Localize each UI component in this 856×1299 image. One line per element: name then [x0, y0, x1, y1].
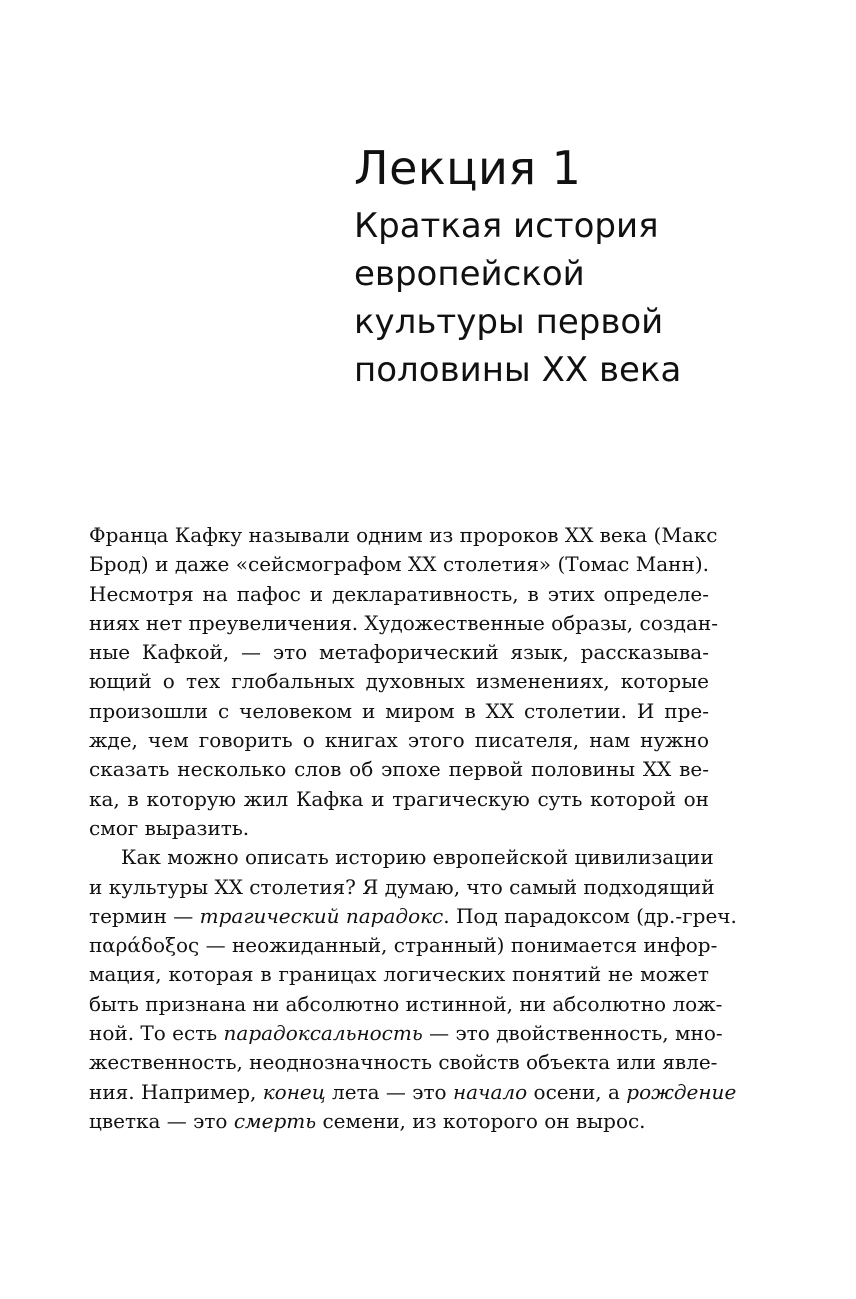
lecture-title-line: половины XX века [354, 350, 682, 390]
text-line [89, 521, 718, 550]
text-run: ные Кафкой, — это метафорический язык, рассказыва- [89, 640, 709, 665]
text-line [89, 726, 709, 755]
italic-term: конец [262, 1079, 326, 1104]
text-line [89, 990, 723, 1019]
text-run: Франца Кафку называли одним из пророков XX века (Макс [89, 523, 718, 547]
text-run: цветка — это [89, 1108, 234, 1133]
lecture-number: Лекция 1 [354, 141, 582, 195]
text-line [89, 667, 709, 696]
chapter-heading [354, 138, 824, 394]
text-line [89, 697, 709, 726]
text-run: жественность, неоднозначность свойств объекта или явле- [89, 1050, 718, 1075]
italic-term: смерть [233, 1108, 317, 1133]
text-line [89, 1107, 709, 1136]
text-line [89, 843, 714, 872]
text-run: Как можно описать историю европейской цивилизации [121, 845, 714, 870]
body-text [89, 521, 737, 1136]
text-line [89, 1019, 723, 1048]
text-line [89, 785, 709, 814]
lecture-title-line: Краткая история [354, 206, 659, 246]
text-run: жде, чем говорить о книгах этого писателя, нам нужно [89, 728, 709, 753]
lecture-title-line: культуры первой [354, 302, 664, 342]
text-line [89, 814, 709, 843]
text-run: ния. Например, [89, 1079, 263, 1104]
text-run: Несмотря на пафос и декларативность, в этих определе- [89, 581, 709, 606]
lecture-title [354, 202, 824, 394]
text-run: Брод) и даже «сейсмографом XX столетия» (Томас Манн). [89, 552, 709, 577]
text-run: ющий о тех глобальных духовных изменениях, которые [89, 669, 709, 694]
text-run: и культуры XX столетия? Я думаю, что самый подходящий [89, 874, 715, 899]
italic-term: трагический парадокс [199, 903, 444, 928]
text-line [89, 931, 718, 960]
text-run: ной. То есть [89, 1021, 224, 1046]
text-line [89, 873, 715, 902]
italic-term: начало [452, 1079, 528, 1104]
text-line [89, 1048, 718, 1077]
italic-term: парадоксальность [223, 1021, 423, 1046]
text-run: . Под парадоксом (др.-греч. [443, 903, 737, 928]
text-line [89, 1078, 737, 1107]
text-run: παράδοξος — неожиданный, странный) понимается инфор- [89, 933, 718, 958]
text-run: быть признана ни абсолютно истинной, ни абсолютно лож- [89, 991, 723, 1016]
text-run: ниях нет преувеличения. Художественные образы, создан- [89, 610, 718, 635]
text-run: смог выразить. [89, 815, 250, 840]
text-line [89, 580, 709, 609]
text-line [89, 638, 709, 667]
text-run: термин — [89, 903, 200, 928]
text-line [89, 755, 709, 784]
text-run: сказать несколько слов об эпохе первой половины XX ве- [89, 757, 709, 782]
text-line [89, 550, 709, 579]
text-run: лета — это [325, 1079, 453, 1104]
lecture-title-line: европейской [354, 254, 585, 294]
italic-term: рождение [626, 1079, 737, 1104]
text-line [89, 609, 718, 638]
text-run: мация, которая в границах логических понятий не может [89, 962, 709, 987]
text-run: осени, а [527, 1079, 627, 1104]
text-run: произошли с человеком и миром в XX столетии. И пре- [89, 698, 709, 723]
text-run: семени, из которого он вырос. [316, 1108, 646, 1133]
text-line [89, 960, 709, 989]
text-run: — это двойственность, мно- [422, 1021, 723, 1046]
text-run: ка, в которую жил Кафка и трагическую суть которой он [89, 786, 709, 811]
text-line [89, 902, 737, 931]
